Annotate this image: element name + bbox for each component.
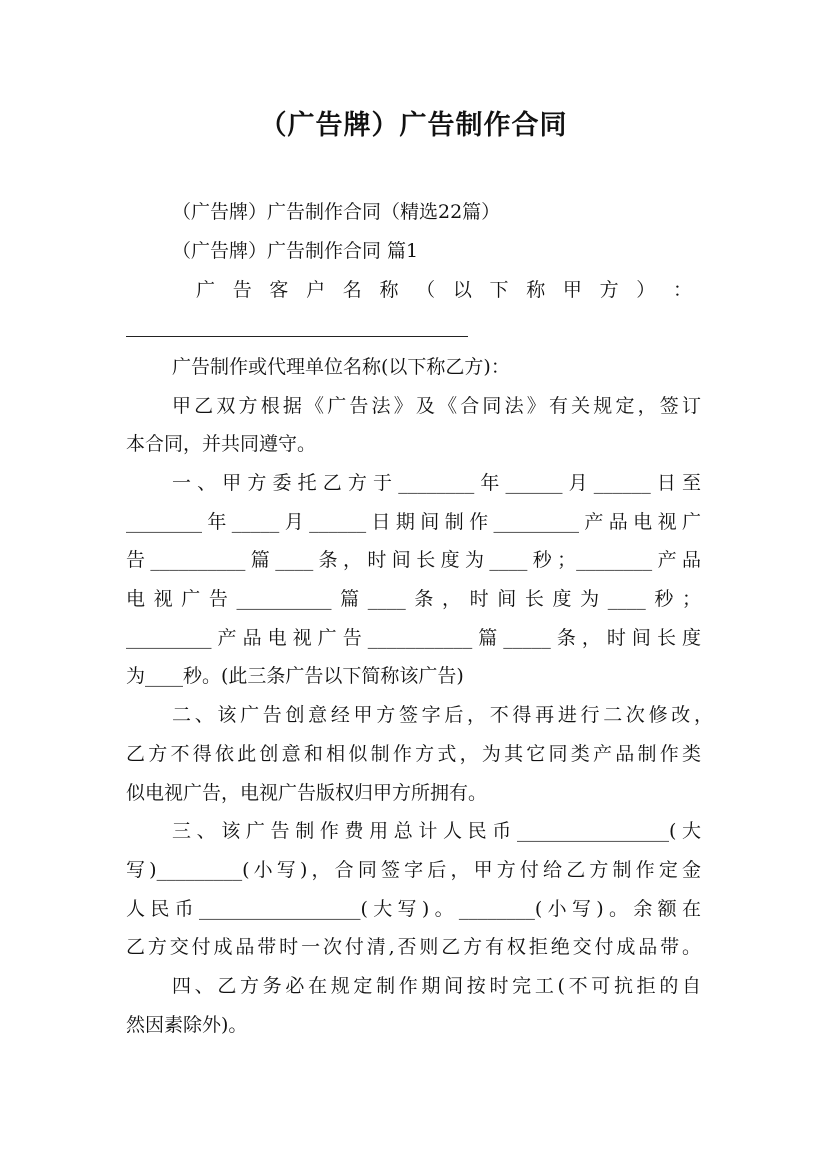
subtitle-line: （广告牌）广告制作合同（精选22篇） bbox=[172, 201, 501, 223]
clause-2-line: 似电视广告，电视广告版权归甲方所拥有。 bbox=[126, 782, 488, 804]
clause-1-line: 告__________篇____条，时间长度为____秒；________产品 bbox=[126, 549, 701, 571]
clause-4-line: 然因素除外)。 bbox=[126, 1014, 248, 1036]
clause-4-line: 四、乙方务必在规定制作期间按时完工(不可抗拒的自 bbox=[172, 975, 701, 997]
clause-1-line: 为____秒。(此三条广告以下简称该广告) bbox=[126, 665, 464, 687]
clause-2-line: 二、该广告创意经甲方签字后，不得再进行二次修改， bbox=[172, 704, 713, 726]
clause-1-line: 电视广告__________篇____条，时间长度为____秒； bbox=[126, 588, 701, 610]
clause-3-line: 写)_________(小写)，合同签字后，甲方付给乙方制作定金 bbox=[126, 859, 701, 881]
document-title: （广告牌）广告制作合同 bbox=[259, 110, 568, 141]
agency-name-label: 广告制作或代理单位名称(以下称乙方)： bbox=[172, 356, 510, 378]
clause-2-line: 乙方不得依此创意和相似制作方式，为其它同类产品制作类 bbox=[126, 743, 701, 765]
clause-3-line: 乙方交付成品带时一次付清,否则乙方有权拒绝交付成品带。 bbox=[126, 936, 701, 958]
client-name-blank-line bbox=[126, 336, 468, 337]
clause-1-line: ________年_____月______日期间制作_________产品电视广 bbox=[126, 511, 701, 533]
clause-1-line: 一、甲方委托乙方于________年______月______日至 bbox=[172, 472, 701, 494]
client-name-label: 广 告 客 户 名 称 （ 以 下 称 甲 方 ） ： bbox=[196, 279, 692, 301]
clause-1-line: _________产品电视广告___________篇_____条，时间长度 bbox=[126, 627, 701, 649]
section-heading: （广告牌）广告制作合同 篇1 bbox=[172, 240, 419, 262]
clause-3-line: 三、该广告制作费用总计人民币________________(大 bbox=[172, 820, 701, 842]
clause-3-line: 人民币_________________(大写)。________(小写)。余额在 bbox=[126, 898, 701, 920]
paragraph-line: 本合同，并共同遵守。 bbox=[126, 433, 317, 455]
paragraph-line: 甲乙双方根据《广告法》及《合同法》有关规定，签订 bbox=[172, 395, 701, 417]
